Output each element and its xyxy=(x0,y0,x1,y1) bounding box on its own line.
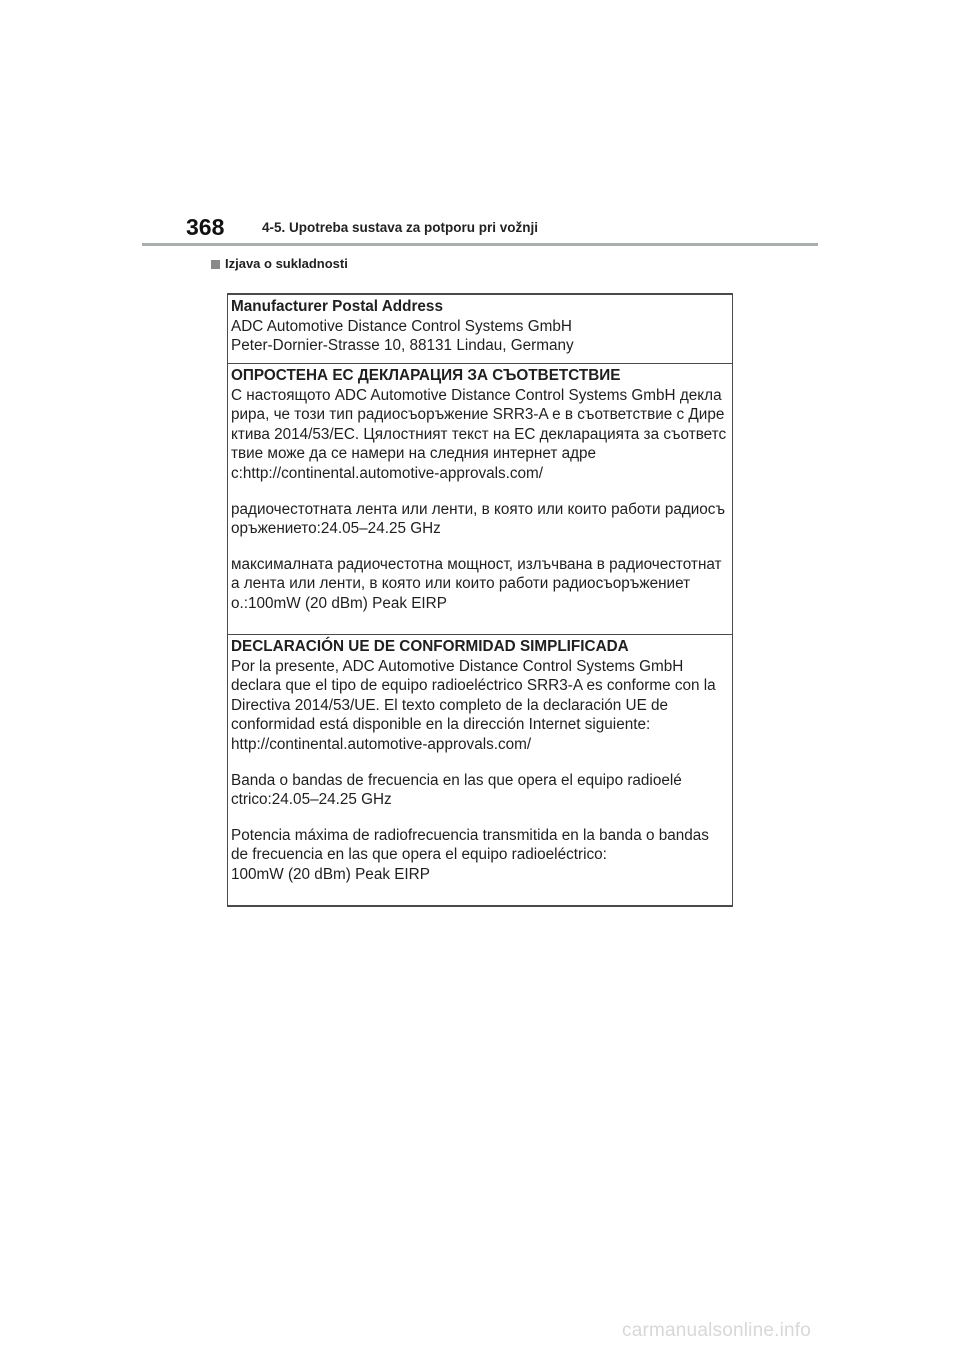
spanish-paragraph-2: Banda o bandas de frecuencia en las que opera el equipo radioelé ctrico:24.05–24.25 GHz xyxy=(231,771,682,809)
bulgarian-paragraph-1: С настоящото ADC Automotive Distance Control Systems GmbH декла рира, че този тип радиосъоръжение SRR3-A е в съответствие с Дире ктива 2014/53/ЕС. Цялостният текст на ЕС декларацията за съответс твие може да се намери на следния интернет адре с:http://continental.automotive-approvals.com/ xyxy=(231,386,727,482)
spanish-declaration-section xyxy=(228,634,732,905)
manufacturer-address: ADC Automotive Distance Control Systems GmbH Peter-Dornier-Strasse 10, 88131 Lindau, Germany xyxy=(231,317,574,355)
manufacturer-section xyxy=(228,295,732,363)
paragraph-gap xyxy=(231,484,732,500)
section-heading-text: Izjava o sukladnosti xyxy=(225,256,348,271)
spanish-heading: DECLARACIÓN UE DE CONFORMIDAD SIMPLIFICADA xyxy=(231,638,629,655)
filled-square-icon xyxy=(211,260,220,269)
bulgarian-heading: ОПРОСТЕНА ЕС ДЕКЛАРАЦИЯ ЗА СЪОТВЕТСТВИЕ xyxy=(231,367,621,384)
header-rule xyxy=(142,243,818,246)
declaration-box xyxy=(227,293,733,907)
paragraph-gap xyxy=(231,810,732,826)
paragraph-gap xyxy=(231,539,732,555)
manufacturer-heading: Manufacturer Postal Address xyxy=(231,298,443,315)
bulgarian-paragraph-3: максималната радиочестотна мощност, излъчвана в радиочестотнат а лента или ленти, в която или които работи радиосъоръжениет о.:100mW (20 dBm) Peak EIRP xyxy=(231,555,722,612)
section-heading xyxy=(211,255,348,273)
page-number: 368 xyxy=(186,214,225,240)
chapter-title: 4-5. Upotreba sustava za potporu pri vožnji xyxy=(262,220,539,235)
paragraph-gap xyxy=(231,755,732,771)
bulgarian-declaration-section xyxy=(228,363,732,634)
spanish-paragraph-3: Potencia máxima de radiofrecuencia transmitida en la banda o bandas de frecuencia en las que opera el equipo radioeléctrico: 100mW (20 dBm) Peak EIRP xyxy=(231,826,709,883)
watermark: carmanualsonline.info xyxy=(622,1320,812,1341)
spanish-paragraph-1: Por la presente, ADC Automotive Distance Control Systems GmbH declara que el tipo de equipo radioeléctrico SRR3-A es conforme con la Directiva 2014/53/UE. El texto completo de la declaración UE de conformidad está disponible en la dirección Internet siguiente: http://continental.automotive-approvals.com/ xyxy=(231,657,716,753)
bulgarian-paragraph-2: радиочестотната лента или ленти, в която или които работи радиосъ оръжението:24.05–24.25 GHz xyxy=(231,500,726,538)
